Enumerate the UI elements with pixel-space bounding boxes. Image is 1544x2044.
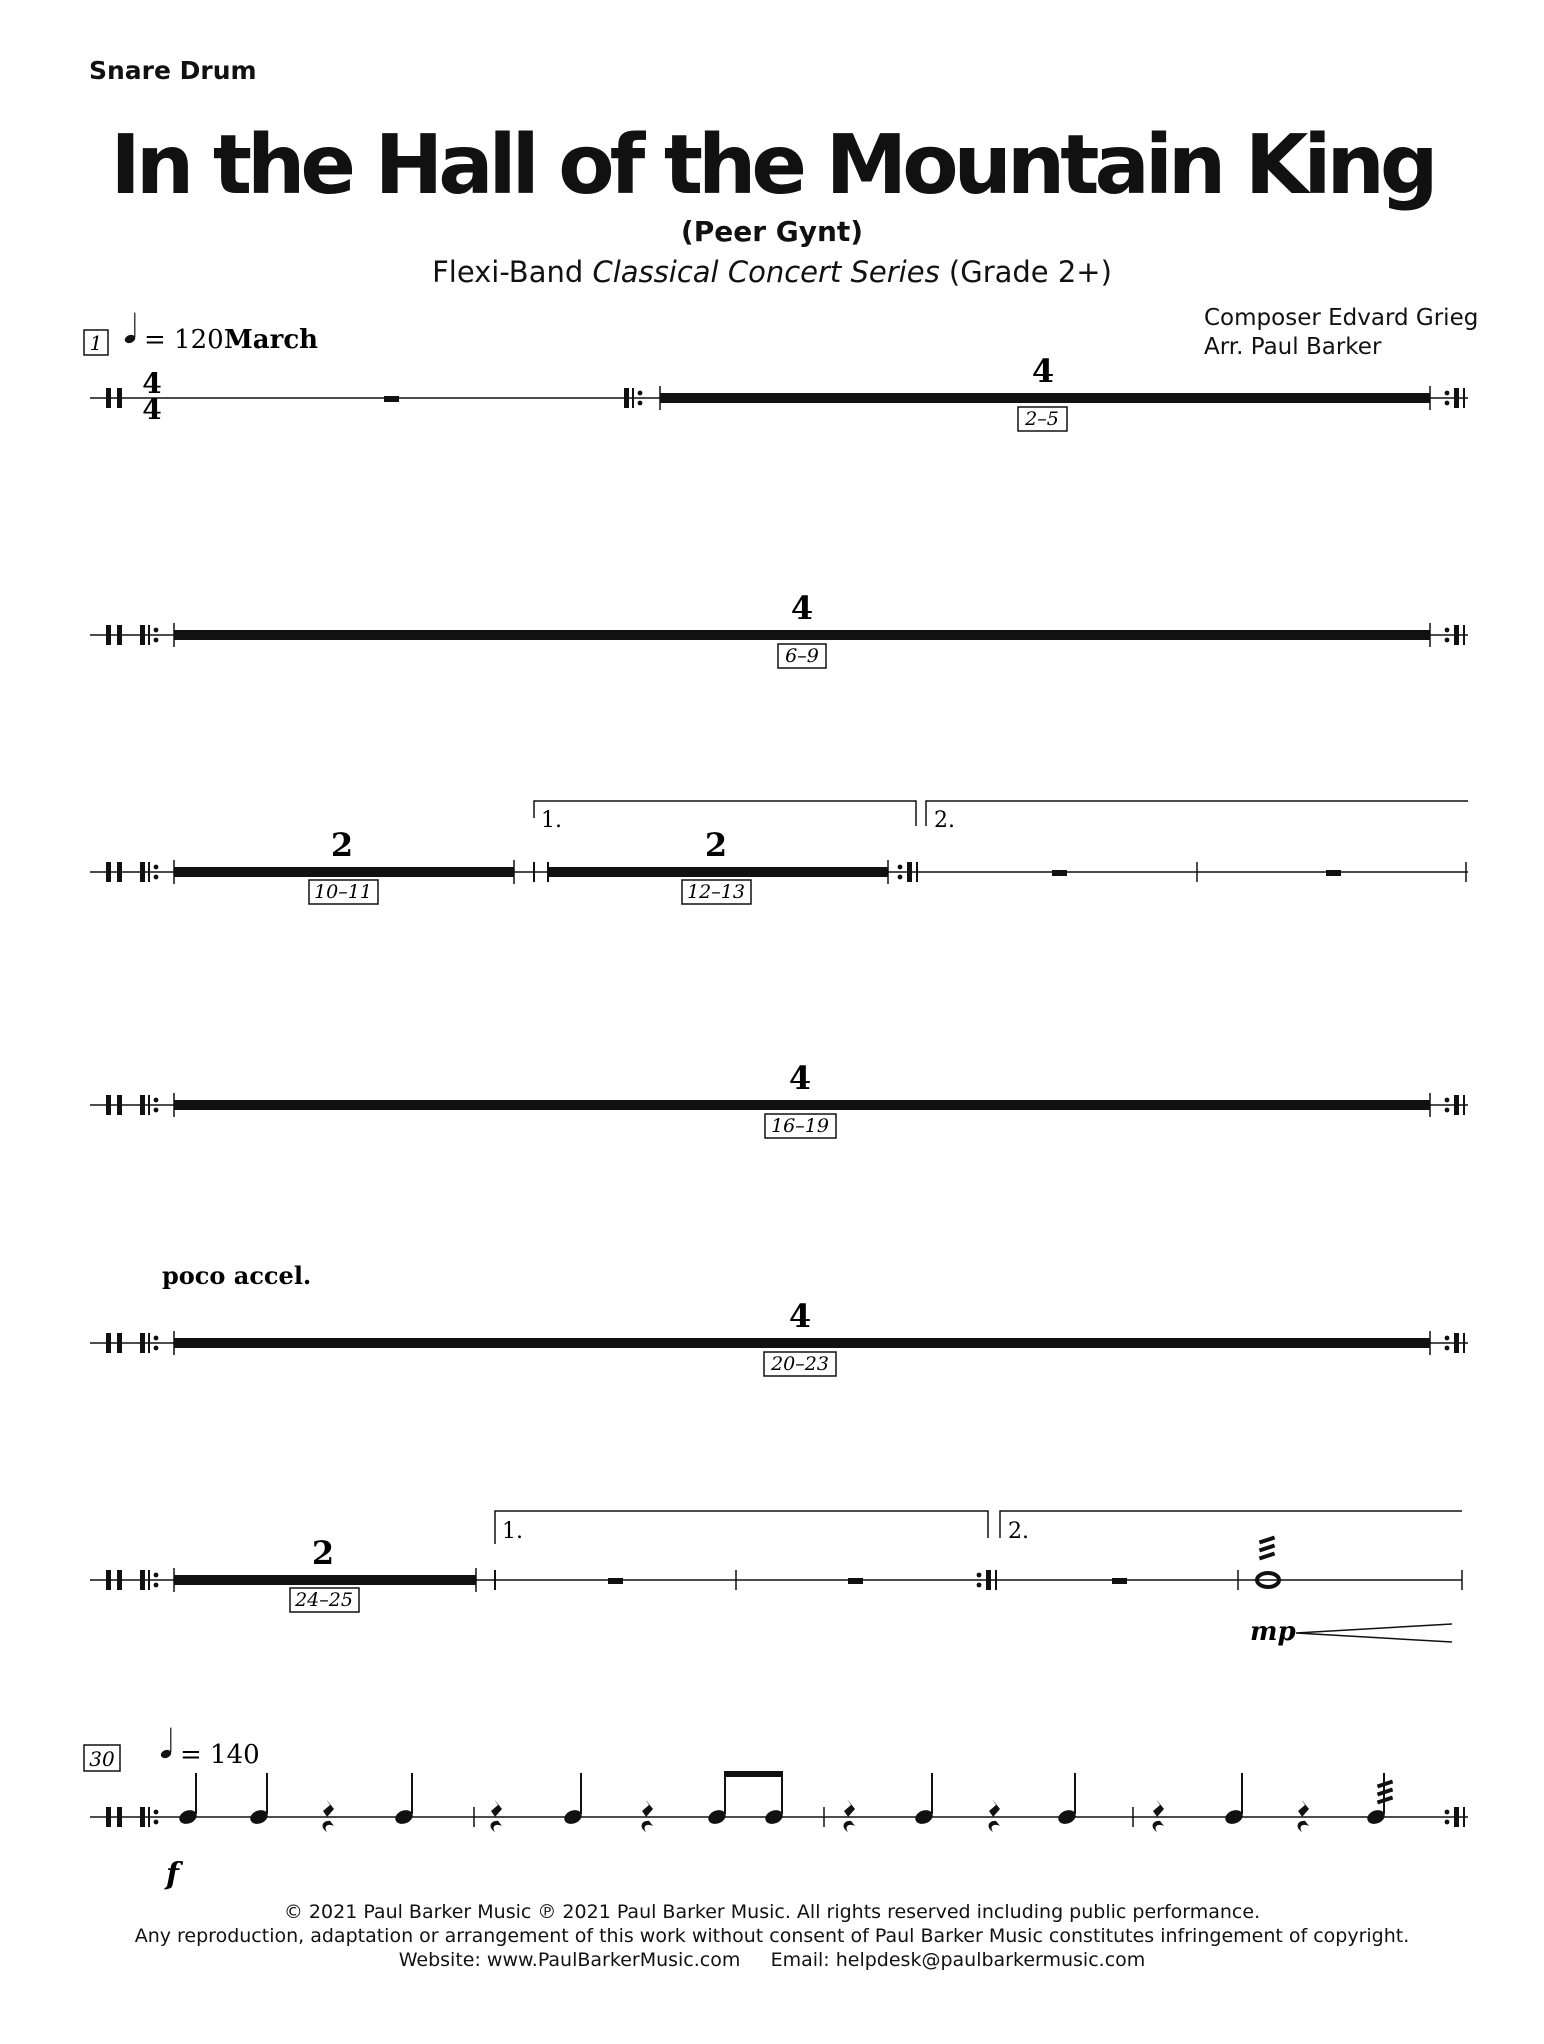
second-ending-bracket	[926, 801, 1468, 826]
quarter-rest	[642, 1799, 653, 1832]
whole-rest	[1326, 870, 1341, 876]
rehearsal-mark: 1	[89, 331, 103, 355]
second-ending-bracket	[1000, 1511, 1462, 1538]
multi-measure-rest	[174, 867, 514, 877]
rest-count: 4	[788, 1059, 812, 1097]
quarter-rest	[989, 1799, 1000, 1832]
bar-range: 6–9	[785, 645, 819, 667]
time-signature-bottom: 4	[142, 393, 162, 426]
whole-rest	[848, 1578, 863, 1584]
quarter-note	[177, 1773, 199, 1826]
bar-range: 16–19	[771, 1115, 829, 1137]
system-4	[90, 1059, 1468, 1138]
rest-count: 2	[330, 826, 354, 864]
dynamic-mark: f	[166, 1857, 179, 1892]
quarter-note	[248, 1773, 270, 1826]
series-prefix: Flexi-Band	[432, 255, 593, 289]
rest-count: 4	[788, 1297, 812, 1335]
copyright-line: © 2021 Paul Barker Music ℗ 2021 Paul Barker Music. All rights reserved including public performance.	[283, 1901, 1261, 1923]
quarter-note	[1056, 1773, 1078, 1826]
series-grade: (Grade 2+)	[939, 255, 1112, 289]
copyright-notice: Any reproduction, adaptation or arrangement of this work without consent of Paul Barker Music constitutes infringement of copyright.	[134, 1925, 1410, 1947]
system-6	[90, 1511, 1462, 1647]
whole-rest	[608, 1578, 623, 1584]
decrescendo-hairpin	[1296, 1624, 1452, 1642]
bar-range: 10–11	[314, 881, 372, 903]
quarter-rest	[323, 1799, 334, 1832]
system-3	[90, 801, 1468, 904]
expression-text: poco accel.	[162, 1261, 312, 1290]
multi-measure-rest	[174, 1575, 476, 1585]
arranger-credit: Arr. Paul Barker	[1204, 334, 1382, 360]
quarter-note-tempo-icon	[124, 313, 137, 345]
multi-measure-rest	[548, 867, 888, 877]
time-signature-top: 4	[142, 367, 162, 400]
eighth-note-pair	[706, 1771, 785, 1826]
instrument-name: Snare Drum	[89, 56, 257, 85]
quarter-note	[562, 1773, 584, 1826]
bar-range: 12–13	[687, 881, 745, 903]
quarter-rest	[491, 1799, 502, 1832]
rehearsal-mark: 30	[89, 1747, 115, 1771]
second-ending-label: 2.	[1008, 1519, 1029, 1544]
quarter-note	[913, 1773, 935, 1826]
whole-rest	[1112, 1578, 1127, 1584]
multi-measure-rest	[174, 1100, 1430, 1110]
footer	[0, 1900, 1544, 1972]
quarter-note	[1223, 1773, 1245, 1826]
piece-subtitle: (Peer Gynt)	[680, 215, 864, 248]
tempo-value: = 140	[180, 1740, 260, 1770]
rest-count: 2	[311, 1534, 335, 1572]
tempo-text: March	[224, 325, 319, 355]
multi-measure-rest	[174, 1338, 1430, 1348]
system-5	[90, 1261, 1468, 1376]
first-ending-bracket	[495, 1511, 988, 1544]
bar-range: 2–5	[1025, 408, 1059, 430]
first-ending-label: 1.	[541, 808, 562, 833]
rest-count: 4	[790, 589, 814, 627]
system-7	[84, 1728, 1468, 1892]
multi-measure-rest	[174, 630, 1430, 640]
quarter-note	[393, 1773, 415, 1826]
whole-rest	[384, 396, 399, 402]
rest-count: 4	[1031, 352, 1055, 390]
system-2	[90, 589, 1468, 668]
quarter-rest	[844, 1799, 855, 1832]
system-1	[84, 313, 1468, 431]
multi-measure-rest	[660, 393, 1430, 403]
contact-line: Website: www.PaulBarkerMusic.com Email: helpdesk@paulbarkermusic.com	[398, 1949, 1146, 1971]
first-ending-bracket	[534, 801, 916, 826]
tremolo-quarter-note	[1365, 1773, 1393, 1826]
piece-title: In the Hall of the Mountain King	[110, 118, 1434, 213]
first-ending-label: 1.	[502, 1519, 523, 1544]
quarter-rest	[1153, 1799, 1164, 1832]
composer-credit: Composer Edvard Grieg	[1204, 305, 1479, 331]
whole-rest	[1052, 870, 1067, 876]
bar-range: 20–23	[771, 1353, 829, 1375]
quarter-rest	[1298, 1799, 1309, 1832]
tempo-value: = 120	[144, 325, 224, 355]
dynamic-mark: mp	[1250, 1617, 1296, 1647]
second-ending-label: 2.	[934, 808, 955, 833]
series-name: Classical Concert Series	[592, 255, 940, 289]
rest-count: 2	[704, 826, 728, 864]
bar-range: 24–25	[295, 1589, 353, 1611]
quarter-note-tempo-icon	[160, 1728, 173, 1760]
